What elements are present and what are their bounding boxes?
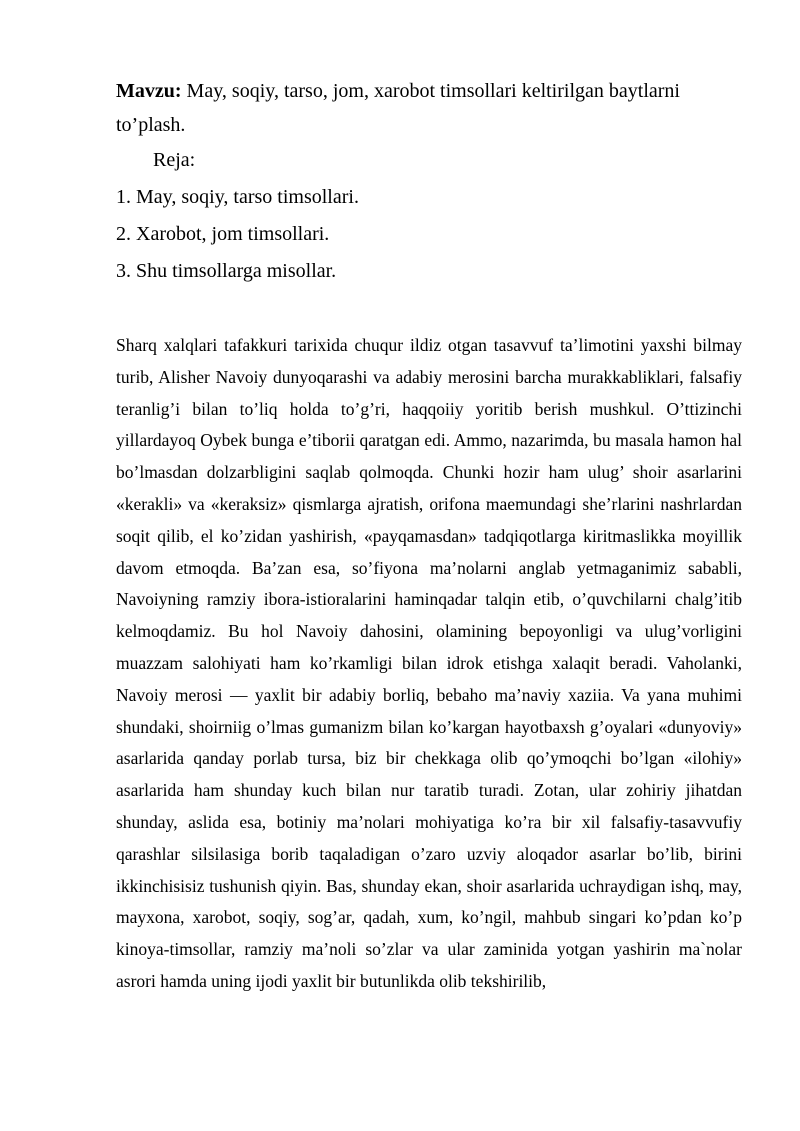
- topic-label: Mavzu:: [116, 80, 182, 102]
- topic-heading: [116, 74, 742, 142]
- plan-item: 3. Shu timsollarga misollar.: [116, 260, 337, 282]
- body-paragraph: Sharq xalqlari tafakkuri tarixida chuqur ildiz otgan tasavvuf ta’limotini yaxshi bilmay turib, Alisher Navoiy dunyoqarashi va adabiy merosini barcha murakkabliklari, falsafiy teranlig’i bilan to’liq holda to’g’ri, haqqoiiy yoritib berish mushkul. O’ttizinchi yillardayoq Oybek bunga e’tiborii qaratgan edi. Ammo, nazarimda, bu masala hamon hal bo’lmasdan dolzarbligini saqlab qolmoqda. Chunki hozir ham ulug’ shoir asarlarini «kerakli» va «keraksiz» qismlarga ajratish, orifona maemundagi she’rlarini nashrlardan soqit qilib, el ko’zidan yashirish, «payqamasdan» tadqiqotlarga kiritmaslikka moyillik davom etmoqda. Ba’zan esa, so’fiyona ma’nolarni anglab yetmaganimiz sababli, Navoiyning ramziy ibora-istioralarini haminqadar talqin etib, o’quvchilarni chalg’itib kelmoqdamiz. Bu hol Navoiy dahosini, olamining bepoyonligi va ulug’vorligini muazzam salohiyati ham ko’rkamligi bilan idrok etishga xalaqit beradi. Vaholanki, Navoiy merosi — yaxlit bir adabiy borliq, bebaho ma’naviy xaziia. Va yana muhimi shundaki, shoirniig o’lmas gumanizm bilan ko’kargan hayotbaxsh g’oyalari «dunyoviy» asarlarida qanday porlab tursa, biz bir chekkaga olib qo’ymoqchi bo’lgan «ilohiy» asarlarida ham shunday kuch bilan nur taratib turadi. Zotan, ular zohiriy jihatdan shunday, aslida esa, botiniy ma’nolari mohiyatiga ko’ra bir xil falsafiy-tasavvufiy qarashlar silsilasiga borib taqaladigan o’zaro uzviy aloqador asarlar bo’lib, birini ikkinchisisiz tushunish qiyin. Bas, shunday ekan, shoir asarlarida uchraydigan ishq, may, mayxona, xarobot, soqiy, sog’ar, qadah, xum, ko’ngil, mahbub singari ko’pdan ko’p kinoya-timsollar, ramziy ma’noli so’zlar va ular zaminida yotgan yashirin ma`nolar asrori hamda uning ijodi yaxlit bir butunlikda olib tekshirilib,: [116, 335, 742, 991]
- plan-item: 2. Xarobot, jom timsollari.: [116, 223, 330, 245]
- plan-item: 1. May, soqiy, tarso timsollari.: [116, 186, 359, 208]
- topic-text: May, soqiy, tarso, jom, xarobot timsollari keltirilgan baytlarni to’plash.: [116, 80, 680, 136]
- document-page: [116, 74, 742, 998]
- plan-list: [116, 179, 742, 290]
- plan-title: Reja:: [153, 149, 196, 171]
